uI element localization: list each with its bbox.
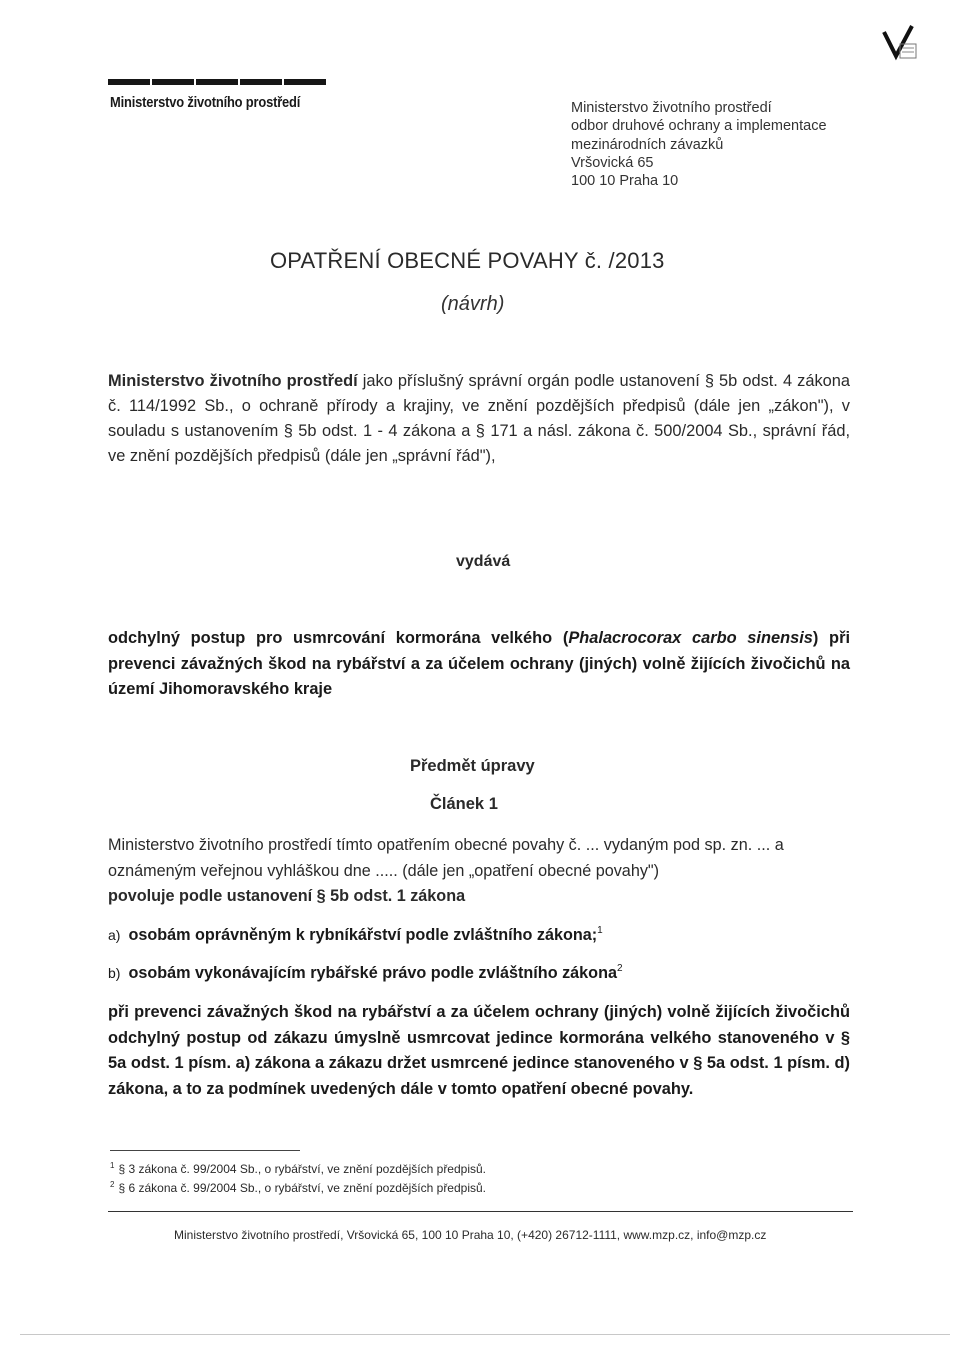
issues-label: vydává (456, 553, 511, 570)
footer-divider (108, 1211, 853, 1212)
footnote (110, 1180, 486, 1195)
address-line: odbor druhové ochrany a implementace (571, 118, 827, 135)
subject-part1: odchylný postup pro usmrcování kormorána velkého ( (108, 629, 569, 647)
footnote-number: 1 (110, 1161, 115, 1170)
list-item-label: a) (108, 927, 121, 943)
subject-paragraph (108, 626, 850, 703)
article-body (108, 833, 853, 910)
footer-contact: Ministerstvo životního prostředí, Vršovická 65, 100 10 Praha 10, (+420) 26712-1111, www.mzp.cz, info@mzp.cz (174, 1228, 767, 1242)
list-item-label: b) (108, 965, 121, 981)
section-heading: Předmět úpravy (410, 757, 535, 775)
stamp-mark-icon (878, 22, 918, 66)
document-subtitle: (návrh) (441, 293, 505, 315)
address-line: Ministerstvo životního prostředí (571, 100, 772, 116)
logo-bars (108, 79, 326, 85)
footnote-divider (110, 1150, 300, 1151)
footnote-ref: 2 (616, 963, 623, 974)
address-line: mezinárodních závazků (571, 136, 724, 153)
address-line: 100 10 Praha 10 (571, 173, 679, 190)
list-item (108, 925, 603, 945)
footnote-text: § 3 zákona č. 99/2004 Sb., o rybářství, ve znění pozdějších předpisů. (118, 1162, 487, 1176)
ministry-logo-text: Ministerstvo životního prostředí (110, 94, 301, 111)
footnote-number: 2 (110, 1180, 115, 1189)
footnote (110, 1161, 486, 1176)
authority-name: Ministerstvo životního prostředí (108, 372, 358, 390)
subject-part2: ) při prevenci závažných škod na rybářství a za účelem ochrany (jiných) volně žijících živočichů na území Jihomoravského kraje (108, 629, 850, 698)
article-heading: Článek 1 (430, 795, 498, 813)
document-title: OPATŘENÍ OBECNÉ POVAHY č. /2013 (270, 248, 665, 273)
intro-paragraph (108, 369, 850, 469)
species-name: Phalacrocorax carbo sinensis (568, 629, 813, 647)
article-text: Ministerstvo životního prostředí tímto opatřením obecné povahy č. ... vydaným pod sp. zn. ... a oznámeným veřejnou vyhláškou dne ..... (dále jen „opatření obecné povahy") (108, 836, 784, 880)
permits-text: povoluje podle ustanovení § 5b odst. 1 zákona (108, 887, 466, 905)
intro-text: jako příslušný správní orgán podle ustanovení § 5b odst. 4 zákona č. 114/1992 Sb., o ochraně přírody a krajiny, ve znění pozdějších předpisů (dále jen „zákon"), v souladu s ustanovením § 5b odst. 1 - 4 zákona a § 171 a násl. zákona č. 500/2004 Sb., správní řád, ve znění pozdějších předpisů (dále jen „správní řád"), (108, 372, 850, 465)
main-paragraph: při prevenci závažných škod na rybářství a za účelem ochrany (jiných) volně žijících živočichů odchylný postup od zákazu úmyslně usmrcovat jedince kormorána velkého stanoveného v § 5a odst. 1 písm. a) zákona a zákazu držet usmrcené jedince stanoveného v § 5a odst. 1 písm. d) zákona, a to za podmínek uvedených dále v tomto opatření obecné povahy. (108, 1003, 850, 1098)
footnote-ref: 1 (597, 925, 603, 936)
list-item-text: osobám oprávněným k rybníkářství podle zvláštního zákona; (128, 926, 598, 944)
address-block (571, 99, 827, 190)
list-item (108, 963, 623, 983)
footnote-text: § 6 zákona č. 99/2004 Sb., o rybářství, ve znění pozdějších předpisů. (118, 1181, 487, 1195)
address-line: Vršovická 65 (571, 154, 654, 171)
scan-edge-line (20, 1334, 950, 1335)
list-item-text: osobám vykonávajícím rybářské právo podle zvláštního zákona (128, 964, 617, 982)
